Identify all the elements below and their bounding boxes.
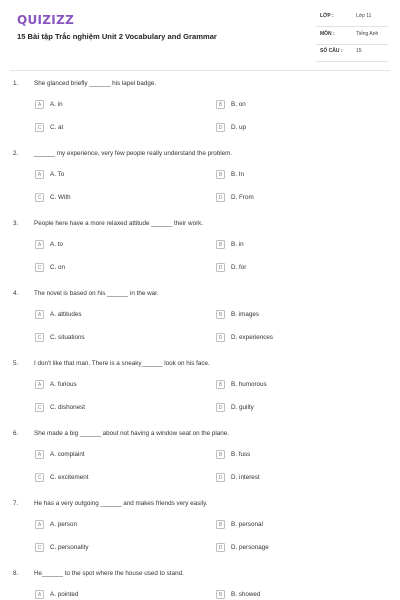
option-letter-box: A [35,590,44,599]
question-text: ______ my experience, very few people really understand the problem. [34,150,233,157]
question-number: 1. [13,80,19,87]
option-text: D. experiences [231,334,273,341]
option-text: D. personage [231,544,269,551]
question-text: She glanced briefly ______ his lapel badge. [34,80,157,87]
question-number: 2. [13,150,19,157]
worksheet-title: 15 Bài tập Trắc nghiệm Unit 2 Vocabulary and Grammar [17,32,217,41]
option-text: D. up [231,124,247,131]
question-number: 7. [13,500,19,507]
option-text: C. situations [50,334,85,341]
option-letter-box: C [35,193,44,202]
option-text: C. dishonest [50,404,86,411]
option-text: D. for [231,264,247,271]
question-text: He has a very outgoing ______ and makes friends very easily. [34,500,208,507]
option-letter-box: D [216,123,225,132]
option-text: C. at [50,124,64,131]
option-letter-box: D [216,263,225,272]
option-letter-box: D [216,543,225,552]
option-letter-box: C [35,543,44,552]
option-text: C. With [50,194,71,201]
option-text: D. interest [231,474,260,481]
option-text: A. pointed [50,591,79,598]
option-text: A. in [50,101,63,108]
option-letter-box: B [216,100,225,109]
option-text: D. guilty [231,404,254,411]
option-letter-box: C [35,473,44,482]
option-letter-box: B [216,170,225,179]
option-text: A. attitudes [50,311,82,318]
worksheet-header [0,0,400,70]
option-letter-box: B [216,310,225,319]
info-label: SỐ CÂU : [320,48,343,54]
option-letter-box: C [35,333,44,342]
option-text: B. showed [231,591,261,598]
option-letter-box: C [35,263,44,272]
question-text: The novel is based on his ______ in the war. [34,290,159,297]
info-row-subject [316,27,388,45]
header-divider [10,70,390,71]
question-number: 6. [13,430,19,437]
option-letter-box: D [216,333,225,342]
info-value: 15 [356,48,362,54]
option-letter-box: A [35,240,44,249]
option-text: C. personality [50,544,89,551]
option-letter-box: B [216,240,225,249]
option-letter-box: A [35,100,44,109]
option-text: A. to [50,241,63,248]
question-number: 3. [13,220,19,227]
option-text: A. To [50,171,65,178]
option-letter-box: C [35,123,44,132]
option-letter-box: D [216,193,225,202]
info-value: Tiếng Anh [356,31,379,37]
option-letter-box: A [35,520,44,529]
option-letter-box: B [216,590,225,599]
quizizz-logo: QUIZIZZ [17,13,75,27]
option-text: B. humorous [231,381,267,388]
option-letter-box: C [35,403,44,412]
option-text: B. on [231,101,246,108]
option-text: B. images [231,311,259,318]
question-text: I don't like that man. There is a sneaky______ look on his face. [34,360,210,367]
option-letter-box: A [35,310,44,319]
option-text: A. person [50,521,77,528]
option-letter-box: A [35,380,44,389]
info-value: Lớp 11 [356,13,372,19]
option-letter-box: D [216,403,225,412]
option-letter-box: B [216,380,225,389]
option-letter-box: D [216,473,225,482]
option-letter-box: A [35,170,44,179]
option-letter-box: A [35,450,44,459]
option-text: B. personal [231,521,263,528]
option-text: A. furious [50,381,77,388]
option-text: A. complaint [50,451,85,458]
info-label: LỚP : [320,13,334,19]
info-label: MÔN : [320,31,335,37]
info-row-grade [316,9,388,27]
option-text: B. fuss [231,451,251,458]
question-number: 5. [13,360,19,367]
question-text: She made a big ______ about not having a window seat on the plane. [34,430,230,437]
question-number: 8. [13,570,19,577]
info-row-question-count [316,44,388,62]
option-text: C. on [50,264,66,271]
option-letter-box: B [216,520,225,529]
option-text: B. in [231,241,244,248]
question-text: He______ to the spot where the house used to stand. [34,570,184,577]
option-text: C. excitement [50,474,89,481]
question-number: 4. [13,290,19,297]
option-text: B. In [231,171,244,178]
option-text: D. From [231,194,254,201]
question-text: People here have a more relaxed attitude ______ their work. [34,220,204,227]
option-letter-box: B [216,450,225,459]
